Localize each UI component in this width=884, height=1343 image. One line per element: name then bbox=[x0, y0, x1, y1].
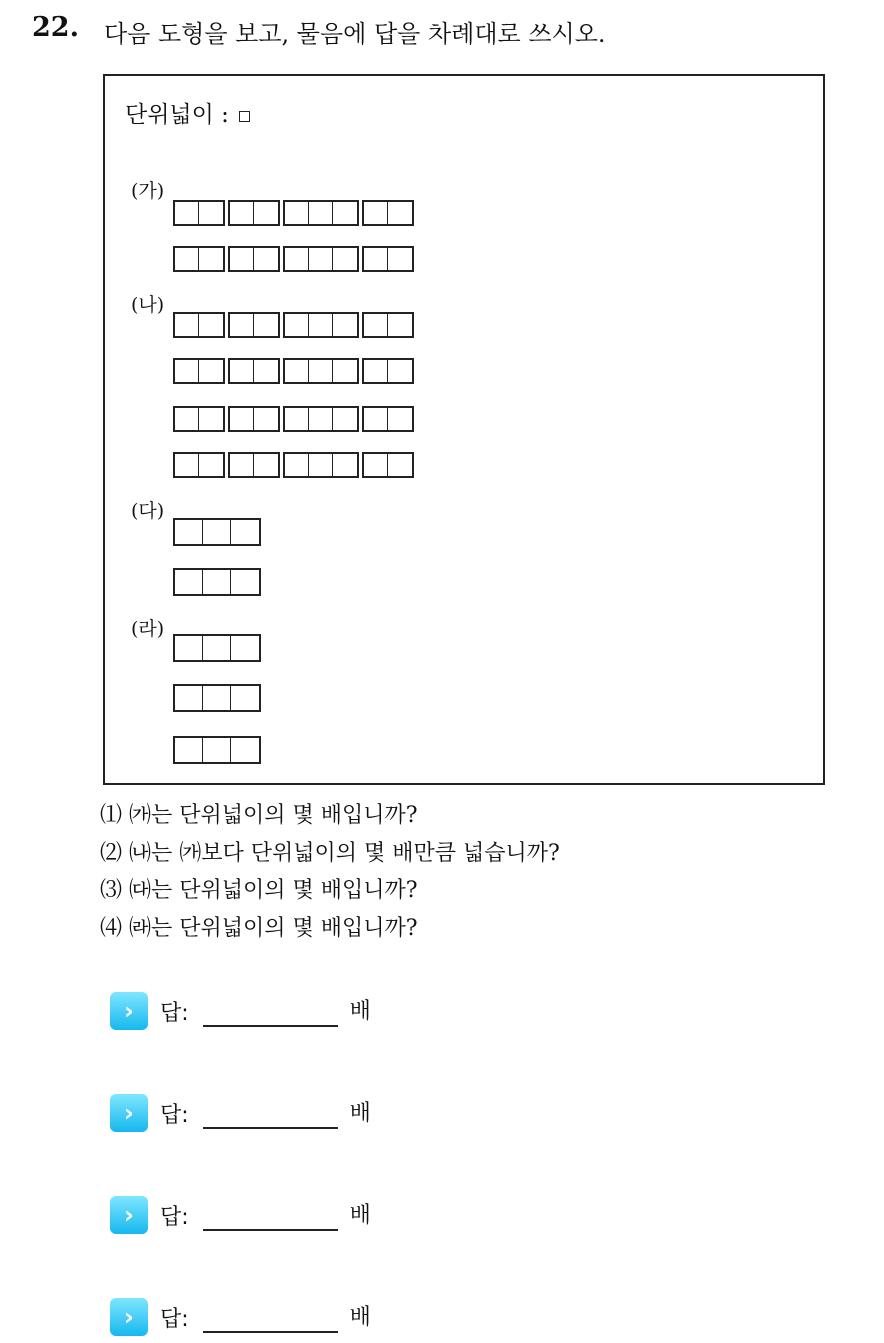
answer-label: 답: bbox=[160, 1204, 189, 1230]
unit-area-label: 단위넓이 : bbox=[125, 102, 229, 128]
unit-square-cell bbox=[309, 202, 333, 224]
unit-square-cell bbox=[333, 314, 357, 336]
shape-label-da: (다) bbox=[131, 500, 165, 522]
square-group bbox=[228, 358, 280, 384]
square-group bbox=[228, 452, 280, 478]
unit-square-cell bbox=[175, 520, 203, 544]
unit-square-cell bbox=[309, 314, 333, 336]
unit-square-cell bbox=[333, 248, 357, 270]
unit-square-cell bbox=[230, 314, 254, 336]
unit-square-cell bbox=[254, 408, 278, 430]
square-row bbox=[173, 358, 417, 384]
unit-square-cell bbox=[333, 202, 357, 224]
square-group bbox=[362, 200, 414, 226]
square-row bbox=[173, 634, 264, 662]
square-row bbox=[173, 312, 417, 338]
square-group bbox=[173, 406, 225, 432]
unit-square-cell bbox=[175, 360, 199, 382]
unit-square-cell bbox=[231, 686, 259, 710]
square-group bbox=[173, 568, 261, 596]
square-group bbox=[362, 358, 414, 384]
unit-square-cell bbox=[175, 248, 199, 270]
square-row bbox=[173, 568, 264, 596]
unit-square-cell bbox=[231, 570, 259, 594]
square-group bbox=[173, 452, 225, 478]
answer-blank-3[interactable] bbox=[203, 1199, 338, 1231]
unit-square-cell bbox=[199, 408, 223, 430]
unit-square-cell bbox=[175, 636, 203, 660]
square-row bbox=[173, 684, 264, 712]
unit-square-cell bbox=[175, 686, 203, 710]
chevron-right-icon: › bbox=[110, 992, 148, 1030]
subquestion-2: ⑵ ㈏는 ㈎보다 단위넓이의 몇 배만큼 넓습니까? bbox=[100, 841, 560, 866]
square-row bbox=[173, 406, 417, 432]
shape-label-na: (나) bbox=[131, 294, 165, 316]
unit-square-cell bbox=[309, 454, 333, 476]
question-number: 22. bbox=[32, 12, 79, 43]
unit-square-cell bbox=[333, 360, 357, 382]
unit-square-cell bbox=[333, 454, 357, 476]
subquestion-1: ⑴ ㈎는 단위넓이의 몇 배입니까? bbox=[100, 803, 418, 828]
unit-square-cell bbox=[309, 248, 333, 270]
shape-label-ra: (라) bbox=[131, 618, 165, 640]
answer-row-3 bbox=[110, 1196, 371, 1234]
unit-square-cell bbox=[203, 738, 231, 762]
square-row bbox=[173, 452, 417, 478]
unit-square-cell bbox=[203, 520, 231, 544]
square-group bbox=[362, 452, 414, 478]
unit-square-cell bbox=[199, 248, 223, 270]
unit-square-cell bbox=[388, 454, 412, 476]
unit-square-cell bbox=[364, 454, 388, 476]
square-group bbox=[362, 246, 414, 272]
unit-square-cell bbox=[175, 570, 203, 594]
unit-square-cell bbox=[388, 408, 412, 430]
answer-blank-2[interactable] bbox=[203, 1097, 338, 1129]
answer-label: 답: bbox=[160, 1102, 189, 1128]
square-group bbox=[228, 312, 280, 338]
unit-square bbox=[239, 111, 250, 122]
square-group bbox=[362, 312, 414, 338]
square-group bbox=[283, 406, 359, 432]
answer-row-4 bbox=[110, 1298, 371, 1336]
unit-square-cell bbox=[231, 636, 259, 660]
square-group bbox=[362, 406, 414, 432]
subquestion-3: ⑶ ㈐는 단위넓이의 몇 배입니까? bbox=[100, 878, 418, 903]
shape-label-ga: (가) bbox=[131, 180, 165, 202]
answer-unit: 배 bbox=[349, 1100, 371, 1126]
subquestion-4: ⑷ ㈑는 단위넓이의 몇 배입니까? bbox=[100, 916, 418, 941]
square-group bbox=[173, 358, 225, 384]
answer-unit: 배 bbox=[349, 998, 371, 1024]
square-group bbox=[283, 200, 359, 226]
unit-square-cell bbox=[199, 454, 223, 476]
answer-blank-4[interactable] bbox=[203, 1301, 338, 1333]
unit-square-cell bbox=[388, 202, 412, 224]
square-group bbox=[173, 246, 225, 272]
unit-square-cell bbox=[364, 360, 388, 382]
chevron-right-icon: › bbox=[110, 1196, 148, 1234]
square-group bbox=[283, 452, 359, 478]
unit-square-cell bbox=[199, 314, 223, 336]
unit-square-cell bbox=[175, 314, 199, 336]
figure-box bbox=[103, 74, 825, 785]
unit-square-cell bbox=[230, 408, 254, 430]
chevron-right-icon: › bbox=[110, 1094, 148, 1132]
unit-square-cell bbox=[388, 248, 412, 270]
unit-square-cell bbox=[364, 314, 388, 336]
square-row bbox=[173, 736, 264, 764]
square-row bbox=[173, 246, 417, 272]
unit-square-cell bbox=[254, 248, 278, 270]
unit-square-cell bbox=[254, 314, 278, 336]
square-group bbox=[173, 518, 261, 546]
unit-square-cell bbox=[285, 454, 309, 476]
unit-square-cell bbox=[285, 202, 309, 224]
unit-square-cell bbox=[203, 570, 231, 594]
unit-area-legend bbox=[125, 96, 250, 129]
answer-unit: 배 bbox=[349, 1304, 371, 1330]
answer-label: 답: bbox=[160, 1306, 189, 1332]
chevron-right-icon: › bbox=[110, 1298, 148, 1336]
unit-square-cell bbox=[231, 738, 259, 762]
square-group bbox=[283, 312, 359, 338]
unit-square-cell bbox=[285, 314, 309, 336]
answer-blank-1[interactable] bbox=[203, 995, 338, 1027]
unit-square-cell bbox=[230, 202, 254, 224]
unit-square-cell bbox=[285, 408, 309, 430]
answer-row-1 bbox=[110, 992, 371, 1030]
square-row bbox=[173, 518, 264, 546]
square-group bbox=[228, 406, 280, 432]
unit-square-cell bbox=[254, 202, 278, 224]
answer-row-2 bbox=[110, 1094, 371, 1132]
square-group bbox=[228, 246, 280, 272]
square-group bbox=[173, 736, 261, 764]
unit-square-cell bbox=[230, 454, 254, 476]
unit-square-cell bbox=[230, 248, 254, 270]
answer-unit: 배 bbox=[349, 1202, 371, 1228]
square-group bbox=[283, 358, 359, 384]
question-text: 다음 도형을 보고, 물음에 답을 차례대로 쓰시오. bbox=[104, 20, 606, 48]
unit-square-cell bbox=[175, 202, 199, 224]
unit-square-cell bbox=[309, 408, 333, 430]
unit-square-cell bbox=[254, 454, 278, 476]
unit-square-cell bbox=[333, 408, 357, 430]
unit-square-cell bbox=[364, 202, 388, 224]
unit-square-cell bbox=[364, 408, 388, 430]
unit-square-cell bbox=[254, 360, 278, 382]
unit-square-cell bbox=[285, 360, 309, 382]
unit-square-cell bbox=[175, 738, 203, 762]
square-group bbox=[173, 200, 225, 226]
square-group bbox=[173, 684, 261, 712]
unit-square-cell bbox=[285, 248, 309, 270]
answer-label: 답: bbox=[160, 1000, 189, 1026]
square-row bbox=[173, 200, 417, 226]
unit-square-cell bbox=[199, 202, 223, 224]
unit-square-cell bbox=[175, 408, 199, 430]
unit-square-cell bbox=[388, 360, 412, 382]
unit-square-cell bbox=[364, 248, 388, 270]
unit-square-cell bbox=[231, 520, 259, 544]
unit-square-cell bbox=[309, 360, 333, 382]
square-group bbox=[173, 634, 261, 662]
square-group bbox=[228, 200, 280, 226]
unit-square-cell bbox=[175, 454, 199, 476]
unit-square-cell bbox=[230, 360, 254, 382]
unit-square-cell bbox=[203, 636, 231, 660]
unit-square-cell bbox=[388, 314, 412, 336]
square-group bbox=[283, 246, 359, 272]
unit-square-cell bbox=[199, 360, 223, 382]
square-group bbox=[173, 312, 225, 338]
unit-square-cell bbox=[203, 686, 231, 710]
